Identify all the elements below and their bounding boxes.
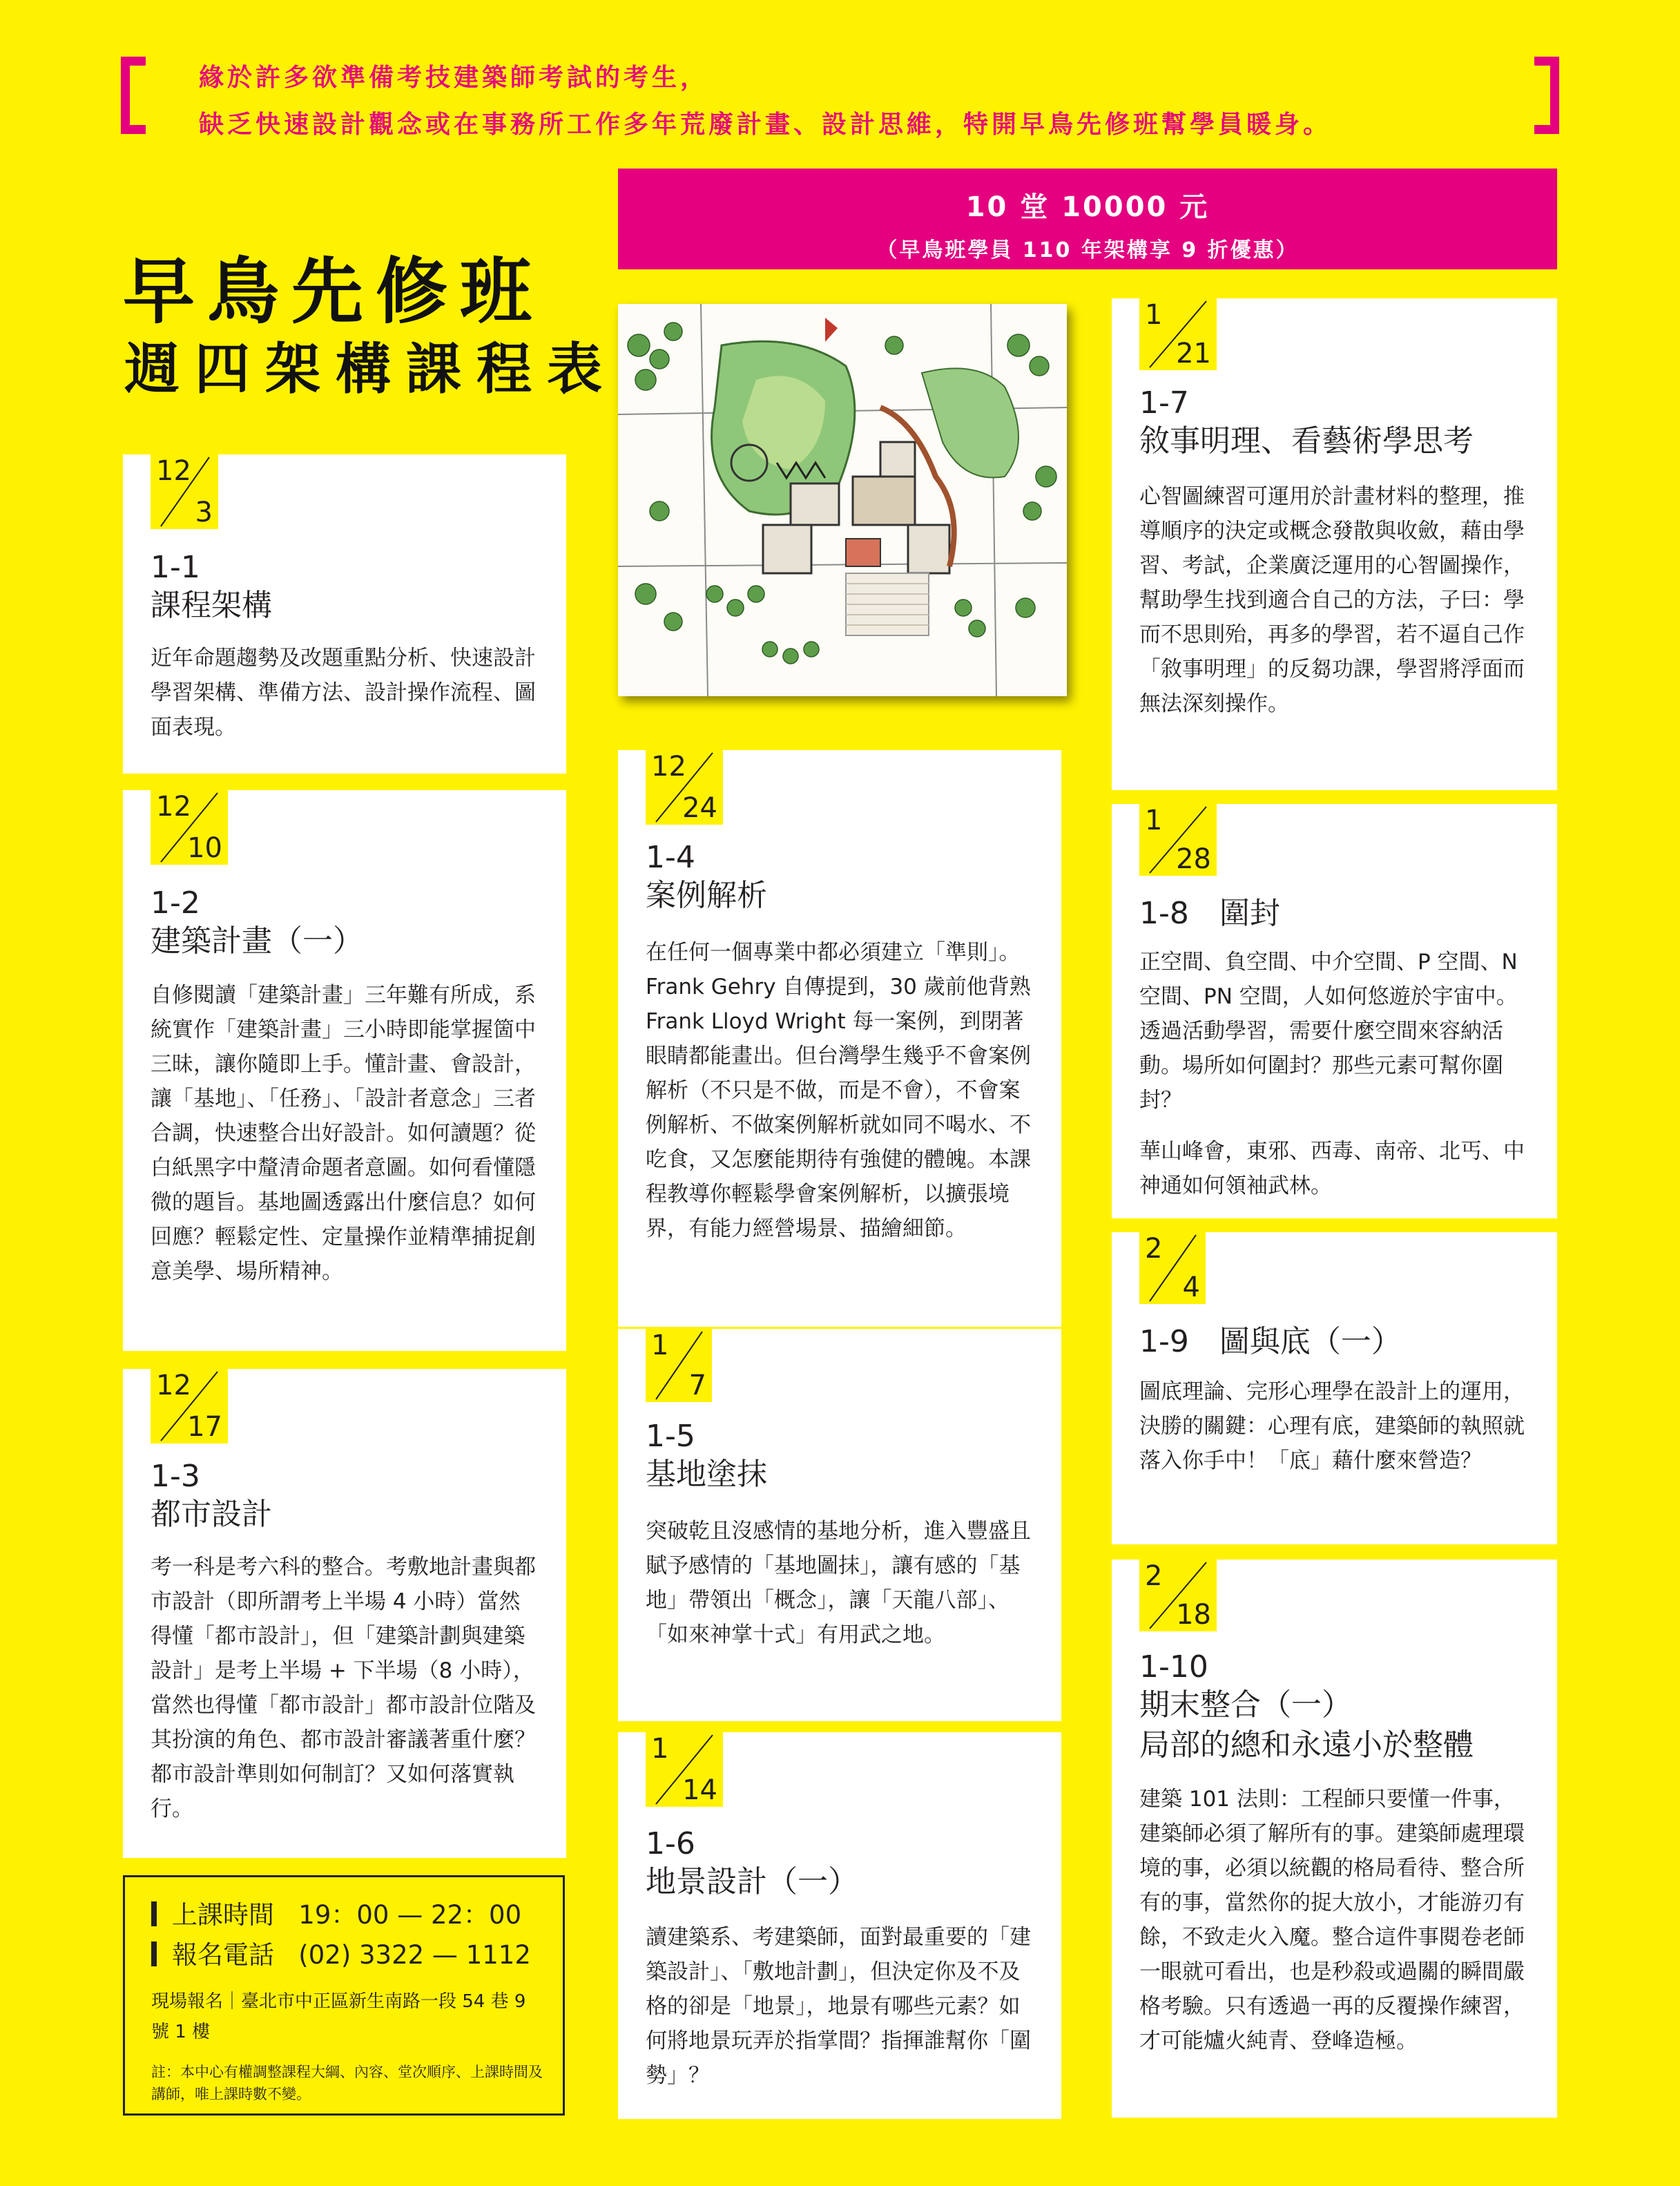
lesson-title: 案例解析 <box>646 878 767 913</box>
lesson-card <box>618 1329 1061 1721</box>
lesson-code: 1-6 <box>646 1826 695 1861</box>
lesson-code: 1-1 <box>151 550 200 585</box>
date-badge <box>151 790 228 865</box>
class-info-box <box>123 1875 565 2116</box>
date-badge <box>646 1732 723 1807</box>
phone-row <box>151 1934 531 1971</box>
lesson-paragraph: 正空間、負空間、中介空間、P 空間、N 空間、PN 空間，人如何悠遊於宇宙中。透過活動學習，需要什麼空間來容納活動。場所如何圍封？那些元素可幫你圍封？ <box>1139 950 1518 1113</box>
date-day: 7 <box>688 1370 706 1401</box>
lesson-title: 都市設計 <box>151 1497 272 1532</box>
date-day: 17 <box>187 1411 222 1443</box>
date-month: 1 <box>1145 805 1163 836</box>
lesson-card <box>1112 804 1557 1218</box>
class-time-value: 19：00 — 22：00 <box>298 1900 522 1930</box>
date-day: 10 <box>187 832 222 864</box>
footnote: 註：本中心有權調整課程大綱、內容、堂次順序、上課時間及講師，唯上課時數不變。 <box>151 2064 543 2102</box>
date-day: 28 <box>1176 843 1211 875</box>
date-badge <box>646 750 723 825</box>
lesson-paragraph: 圖底理論、完形心理學在設計上的運用，決勝的關鍵：心理有底，建築師的執照就落入你手中！「底」藉什麼來營造？ <box>1139 1379 1525 1473</box>
left-bracket <box>121 57 146 134</box>
lesson-title: 基地塗抹 <box>646 1457 767 1492</box>
lesson-code: 1-5 <box>646 1419 695 1454</box>
date-month: 12 <box>156 1370 191 1401</box>
date-badge <box>151 1369 228 1444</box>
date-month: 2 <box>1145 1560 1163 1592</box>
date-month: 12 <box>651 751 686 783</box>
lesson-description <box>1139 1374 1529 1478</box>
intro-line-2: 缺乏快速設計觀念或在事務所工作多年荒廢計畫、設計思維，特開早鳥先修班幫學員暖身。 <box>199 110 1332 139</box>
date-month: 12 <box>156 455 191 487</box>
lesson-card <box>618 750 1061 1327</box>
lesson-paragraph: 心智圖練習可運用於計畫材料的整理，推導順序的決定或概念發散與收斂，藉由學習、考試，企業廣泛運用的心智圖操作，幫助學生找到適合自己的方法，子曰：學而不思則殆，再多的學習，若不逼自己作「敘事明理」的反芻功課，學習將浮面而無法深刻操作。 <box>1139 484 1525 716</box>
page-subtitle: 週四架構課程表 <box>124 336 617 401</box>
date-day: 14 <box>682 1774 717 1806</box>
class-time-row <box>151 1894 521 1931</box>
bullet-bar <box>151 1901 157 1926</box>
lesson-description <box>1139 479 1529 721</box>
date-badge <box>1139 1232 1206 1304</box>
date-day: 24 <box>682 792 717 824</box>
date-badge <box>1139 1560 1217 1631</box>
lesson-title: 敘事明理、看藝術學思考 <box>1139 423 1474 459</box>
lesson-card <box>123 454 566 774</box>
lesson-card <box>123 1369 566 1858</box>
price-line: 10 堂 10000 元 <box>965 191 1210 223</box>
lesson-card <box>1112 298 1557 790</box>
lesson-paragraph: 近年命題趨勢及改題重點分析、快速設計學習架構、準備方法、設計操作流程、圖面表現。 <box>151 646 536 740</box>
lesson-title: 建築計畫（一） <box>151 923 363 959</box>
date-month: 12 <box>156 791 191 823</box>
lesson-paragraph: 自修閱讀「建築計畫」三年難有所成，系統實作「建築計畫」三小時即能掌握箇中三昧，讓你隨即上手。懂計畫、會設計，讓「基地」、「任務」、「設計者意念」三者合調，快速整合出好設計。如何讀題？從白紙黑字中釐清命題者意圖。如何看懂隱微的題旨。基地圖透露出什麼信息？如何回應？輕鬆定性、定量操作並精準捕捉創意美學、場所精神。 <box>151 983 536 1284</box>
bullet-bar <box>151 1941 157 1966</box>
lesson-description <box>151 1550 541 1826</box>
date-month: 2 <box>1145 1233 1163 1265</box>
page-title: 早鳥先修班 <box>123 249 545 334</box>
lesson-description <box>646 1514 1036 1652</box>
date-badge <box>1139 298 1217 370</box>
lesson-code: 1-3 <box>151 1459 200 1494</box>
right-bracket <box>1534 57 1559 134</box>
lesson-subtitle: 局部的總和永遠小於整體 <box>1139 1727 1474 1763</box>
lesson-paragraph: 讀建築系、考建築師，面對最重要的「建築設計」、「敷地計劃」，但決定你及不及格的卻是「地景」，地景有哪些元素？如何將地景玩弄於指掌間？指揮誰幫你「圍勢」？ <box>646 1925 1031 2088</box>
lesson-card <box>123 790 566 1351</box>
lesson-title: 1-8 圍封 <box>1139 896 1280 931</box>
lesson-paragraph: 華山峰會，東邪、西毒、南帝、北丐、中神通如何領袖武林。 <box>1139 1139 1525 1198</box>
date-day: 21 <box>1176 338 1211 370</box>
class-time-label: 上課時間 <box>172 1900 274 1930</box>
date-badge <box>1139 804 1217 876</box>
discount-line: （早鳥班學員 110 年架構享 9 折優惠） <box>876 238 1299 262</box>
lesson-description <box>151 641 541 745</box>
lesson-title: 地景設計（一） <box>646 1864 858 1899</box>
lesson-description <box>1139 1782 1529 2058</box>
date-badge <box>151 454 218 529</box>
lesson-paragraph: 考一科是考六科的整合。考敷地計畫與都市設計（即所謂考上半場 4 小時）當然得懂「都市設計」，但「建築計劃與建築設計」是考上半場 + 下半場（8 小時），當然也得懂「都市設計」都市設計位階及其扮演的角色、都市設計審議著重什麼？都市設計準則如何制訂？又如何落實執行。 <box>151 1555 536 1821</box>
lesson-code: 1-2 <box>151 885 200 921</box>
lesson-paragraph: 建築 101 法則：工程師只要懂一件事，建築師必須了解所有的事。建築師處理環境的事，必須以統觀的格局看待、整合所有的事，當然你的捉大放小，才能游刃有餘，不致走火入魔。整合這件事閱卷老師一眼就可看出，也是秒殺或過關的瞬間嚴格考驗。只有透過一再的反覆操作練習，才可能爐火純青、登峰造極。 <box>1139 1787 1525 2053</box>
lesson-description <box>1139 945 1529 1203</box>
date-badge <box>646 1329 712 1402</box>
lesson-card <box>1112 1560 1557 2118</box>
lesson-description <box>151 978 541 1289</box>
lesson-description <box>646 1920 1036 2093</box>
price-banner <box>618 169 1557 269</box>
date-month: 1 <box>1145 299 1163 331</box>
lesson-paragraph: 突破乾且沒感情的基地分析，進入豐盛且賦予感情的「基地圖抹」，讓有感的「基地」帶領出「概念」，讓「天龍八部」、「如來神掌十式」有用武之地。 <box>646 1519 1031 1647</box>
lesson-card <box>1112 1232 1557 1544</box>
lesson-description <box>646 935 1036 1246</box>
intro-line-1: 緣於許多欲準備考技建築師考試的考生， <box>199 63 709 92</box>
lesson-code: 1-10 <box>1139 1649 1208 1685</box>
address: 現場報名｜臺北市中正區新生南路一段 54 巷 9 號 1 樓 <box>151 1991 526 2042</box>
lesson-code: 1-4 <box>646 840 695 875</box>
lesson-title: 期末整合（一） <box>1139 1687 1352 1723</box>
date-day: 4 <box>1182 1272 1200 1303</box>
date-day: 18 <box>1176 1599 1211 1631</box>
lesson-card <box>618 1732 1061 2119</box>
lesson-code: 1-7 <box>1139 385 1189 421</box>
site-plan-illustration <box>618 304 1067 696</box>
lesson-paragraph: 在任何一個專業中都必須建立「準則」。Frank Gehry 自傳提到，30 歲前他背熟 Frank Lloyd Wright 每一案例，到閉著眼睛都能畫出。但台灣學生幾乎不會案例解析（不只是不做，而是不會），不會案例解析、不做案例解析就如同不喝水、不吃食，又怎麼能期待有強健的體魄。本課程教導你輕鬆學會案例解析，以擴張境界，有能力經營場景、描繪細節。 <box>646 940 1031 1241</box>
phone-number[interactable]: (02) 3322 — 1112 <box>298 1940 531 1970</box>
lesson-title: 1-9 圖與底（一） <box>1139 1324 1402 1359</box>
phone-label: 報名電話 <box>172 1940 274 1970</box>
date-month: 1 <box>651 1330 669 1361</box>
date-day: 3 <box>195 497 213 528</box>
date-month: 1 <box>651 1733 669 1765</box>
lesson-title: 課程架構 <box>151 588 272 623</box>
